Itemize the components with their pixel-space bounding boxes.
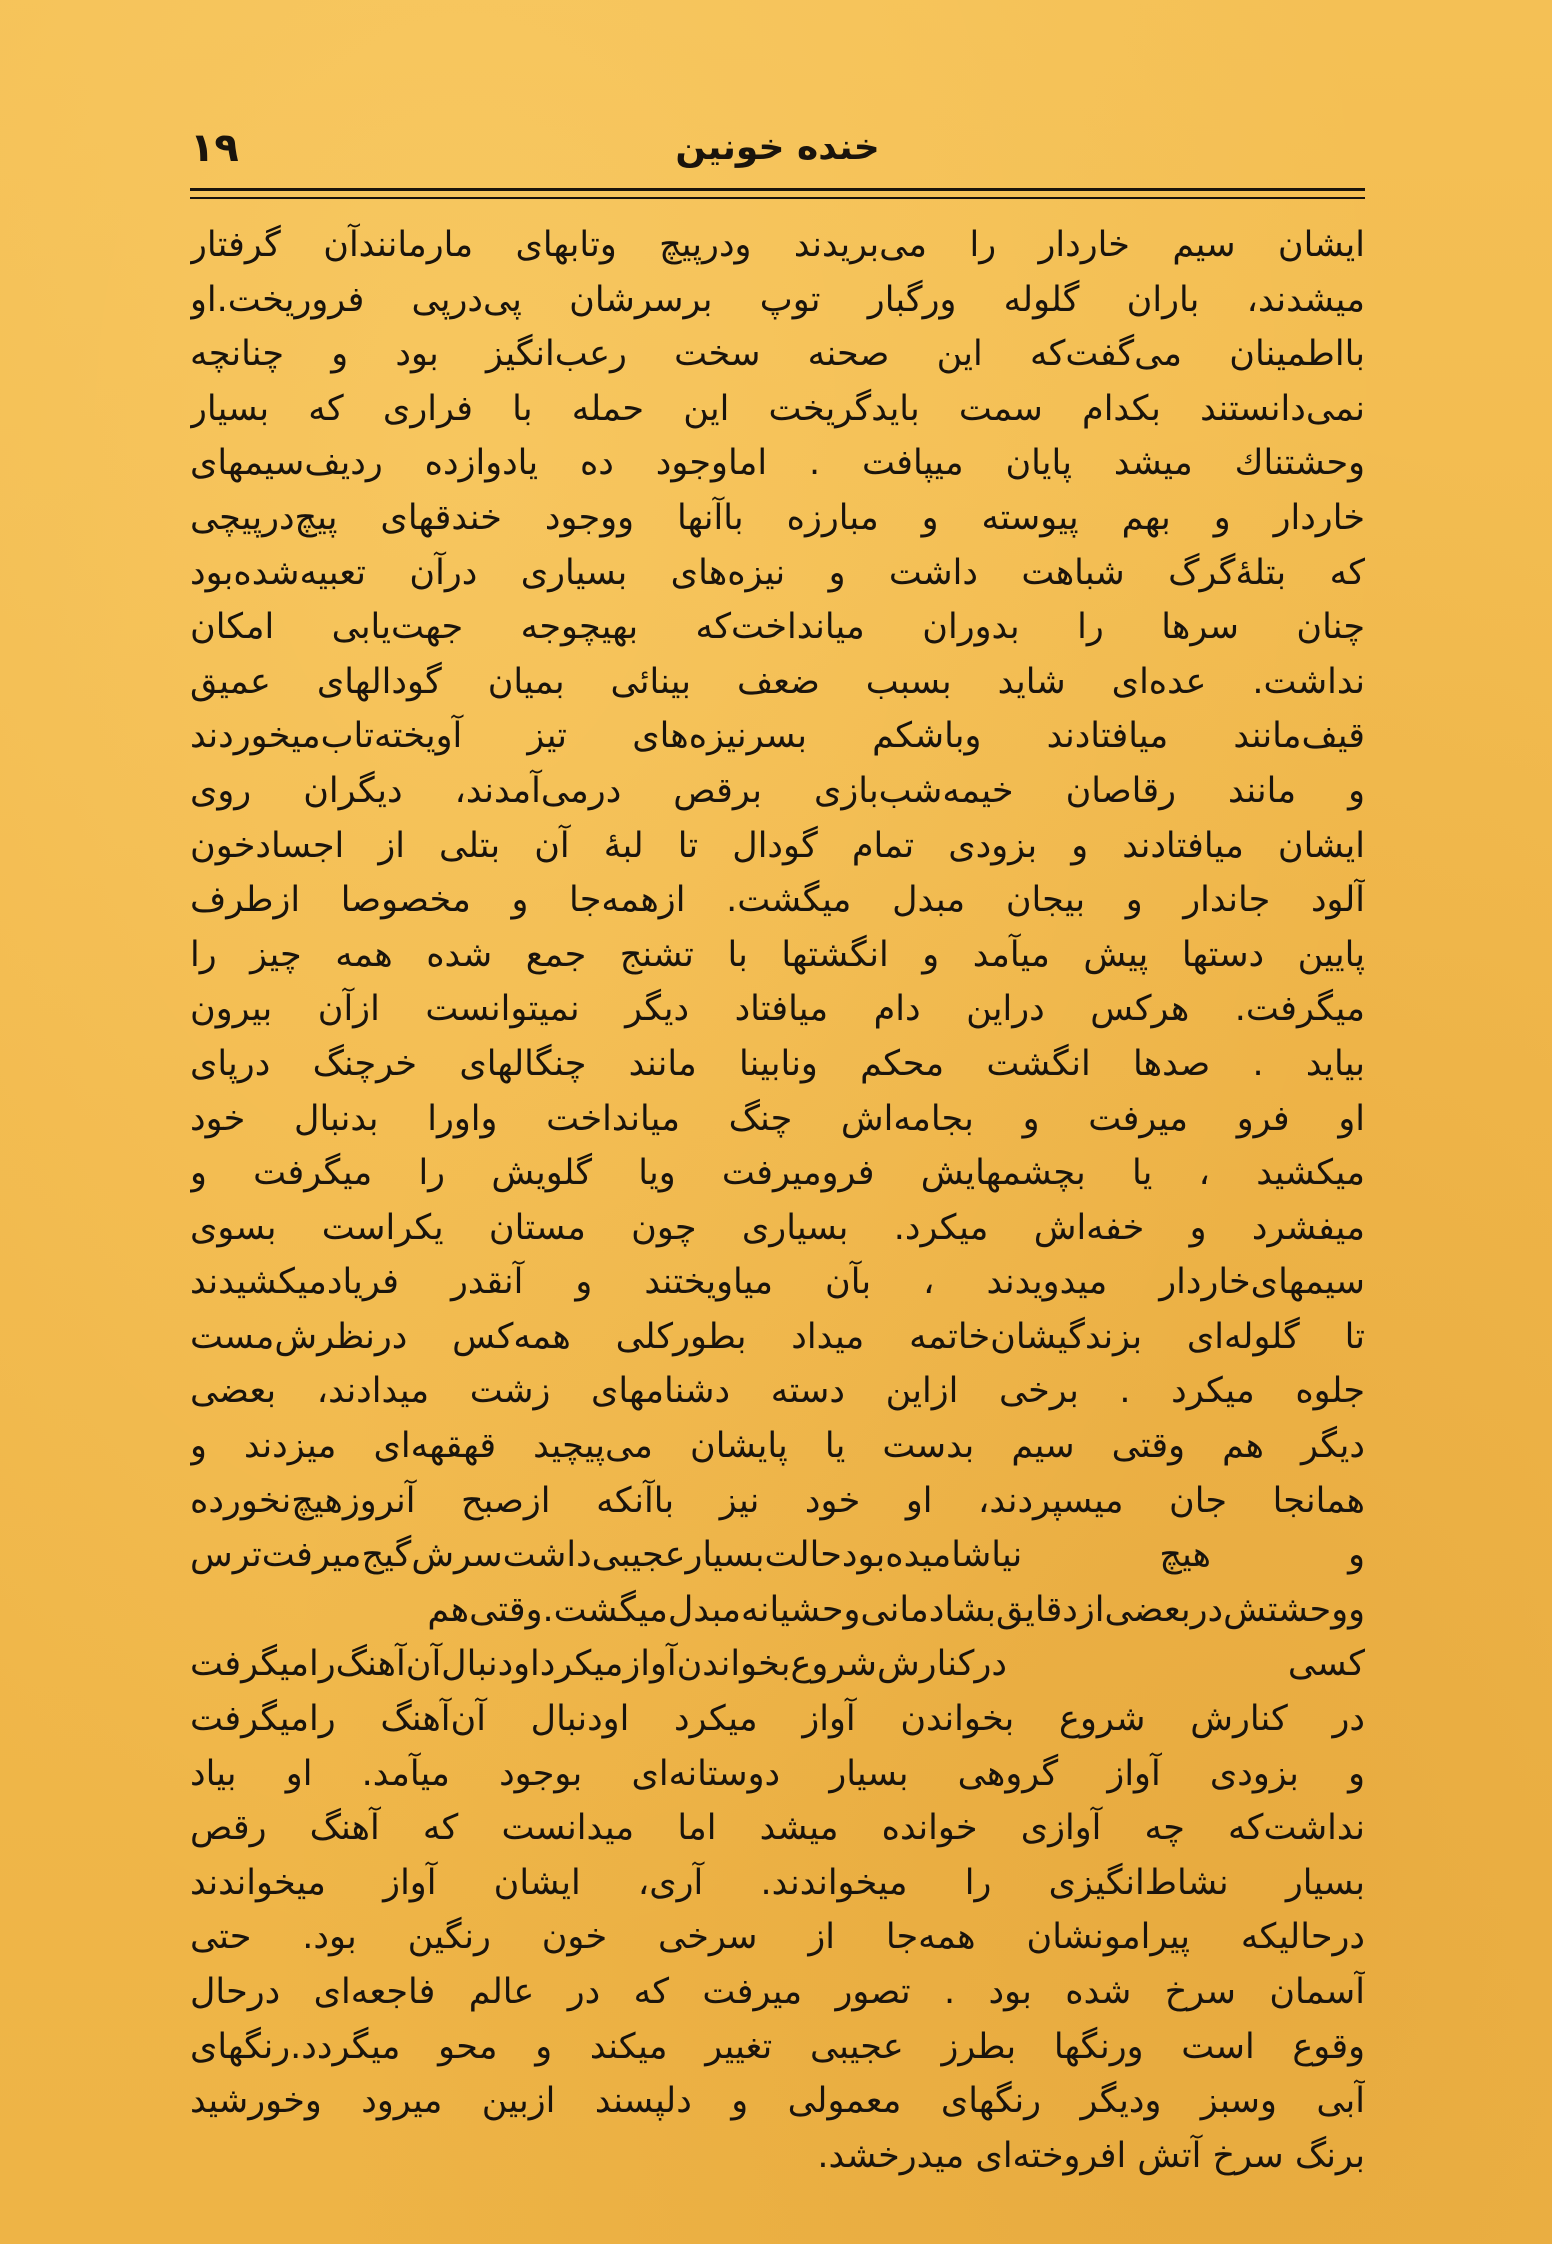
- text-line: چنان سرها را بدوران میانداخت‌که بهیچوجه جهت‌یابی امکان: [190, 607, 1365, 648]
- text-line: وقوع است ورنگها بطرز عجیبی تغییر میکند و محو میگردد.رنگهای: [190, 2026, 1365, 2067]
- text-line: همانجا جان میسپردند، او خود نیز باآنکه ازصبح آنروزهیچ‌نخورده: [190, 1480, 1365, 1521]
- text-line: نداشت. عده‌ای شاید بسبب ضعف بینائی بمیان گودالهای عمیق: [190, 661, 1365, 702]
- text-line: برنگ سرخ آتش افروخته‌ای میدرخشد.: [817, 2135, 1365, 2176]
- text-line: بااطمینان می‌گفت‌که این صحنه سخت رعب‌انگیز بود و چنانچه: [190, 334, 1365, 375]
- header-rule-thick: [190, 188, 1365, 191]
- text-line: میکشید ، یا بچشمهایش فرومیرفت ویا گلویش را میگرفت و: [190, 1153, 1365, 1194]
- text-line: آسمان سرخ شده بود . تصور میرفت که در عالم فاجعه‌ای درحال: [190, 1972, 1365, 2012]
- text-line: که بتلهٔ‌گرگ شباهت داشت و نیزه‌های بسیاری درآن تعبیه‌شده‌بود: [190, 552, 1365, 593]
- text-line: جلوه میکرد . برخی ازاین دسته دشنامهای زشت میدادند، بعضی: [190, 1371, 1365, 1412]
- text-line: بسیار نشاط‌انگیزی را میخواندند. آری، ایشان آواز میخواندند: [190, 1862, 1365, 1903]
- text-line: پایین دستها پیش میآمد و انگشتها با تشنج جمع شده همه چیز را: [190, 934, 1365, 975]
- text-line: و مانند رقاصان خیمه‌شب‌بازی برقص درمی‌آمدند، دیگران روی: [190, 770, 1365, 811]
- text-line: میگرفت. هرکس دراین دام میافتاد دیگر نمیتوانست ازآن بیرون: [190, 989, 1365, 1030]
- text-line: سیمهای‌خاردار میدویدند ، بآن میاویختند و آنقدر فریادمیکشیدند: [190, 1262, 1365, 1303]
- text-line: ایشان میافتادند و بزودی تمام گودال تا لبهٔ آن بتلی از اجسادخون: [190, 825, 1365, 866]
- text-line: در کنارش شروع بخواندن آواز میکرد اودنبال آن‌آهنگ رامیگرفت: [190, 1699, 1365, 1740]
- text-line: ایشان سیم خاردار را می‌بریدند ودرپیچ وتابهای مارمانندآن گرفتار: [190, 225, 1365, 265]
- running-title: خنده خونین: [675, 127, 880, 168]
- page-header: [190, 118, 1365, 178]
- page-number: ۱۹: [190, 125, 239, 171]
- text-line: قیف‌مانند میافتادند وباشکم بسرنیزه‌های تیز آویخته‌تاب‌میخوردند: [190, 716, 1365, 757]
- text-line: بیاید . صدها انگشت محکم ونابینا مانند چنگالهای خرچنگ درپای: [190, 1043, 1365, 1084]
- text-line: دیگر هم وقتی سیم بدست یا پایشان می‌پیچید قهقهه‌ای میزدند و: [190, 1426, 1365, 1467]
- text-line: وحشتناك میشد پایان میپافت . اماوجود ده یادوازده ردیف‌سیمهای: [190, 443, 1365, 484]
- text-line: نداشت‌که چه آوازی خوانده میشد اما میدانست که آهنگ رقص: [190, 1808, 1365, 1849]
- text-line: ووحشتش‌دربعضی‌ازدقایق‌بشادمانی‌وحشیانه‌مبدل‌میگشت.وقتی‌هم: [427, 1589, 1365, 1630]
- text-line: او فرو میرفت و بجامه‌اش چنگ میانداخت واورا بدنبال خود: [190, 1098, 1365, 1139]
- text-line: کسی درکنارش‌شروع‌بخواندن‌آوازمیکرداودنبال‌آن‌آهنگ‌رامیگرفت: [190, 1644, 1365, 1685]
- text-line: میشدند، باران گلوله ورگبار توپ برسرشان پی‌درپی فروریخت.او: [190, 279, 1365, 320]
- text-line: تا گلوله‌ای بزندگیشان‌خاتمه میداد بطورکلی همه‌کس درنظرش‌مست: [190, 1316, 1365, 1357]
- text-line: درحالیکه پیرامونشان همه‌جا از سرخی خون رنگین بود. حتی: [190, 1917, 1365, 1958]
- text-line: و هیچ نیاشامیده‌بودحالت‌بسیارعجیبی‌داشت‌سرش‌گیج‌میرفت‌ترس: [190, 1535, 1365, 1576]
- text-line: خاردار و بهم پیوسته و مبارزه باآنها ووجود خندقهای پیچ‌درپیچی: [190, 497, 1365, 538]
- header-rule-thin: [190, 197, 1365, 199]
- body-text: [190, 218, 1365, 2183]
- text-line: و بزودی آواز گروهی بسیار دوستانه‌ای بوجود میآمد. او بیاد: [190, 1753, 1365, 1794]
- text-line: میفشرد و خفه‌اش میکرد. بسیاری چون مستان یکراست بسوی: [190, 1207, 1365, 1248]
- text-line: آبی وسبز ودیگر رنگهای معمولی و دلپسند ازبین میرود وخورشید: [190, 2081, 1365, 2122]
- text-line: آلود جاندار و بیجان مبدل میگشت. ازهمه‌جا و مخصوصا ازطرف: [190, 880, 1365, 921]
- text-line: نمی‌دانستند بکدام سمت بایدگریخت این حمله با فراری که بسیار: [190, 388, 1365, 429]
